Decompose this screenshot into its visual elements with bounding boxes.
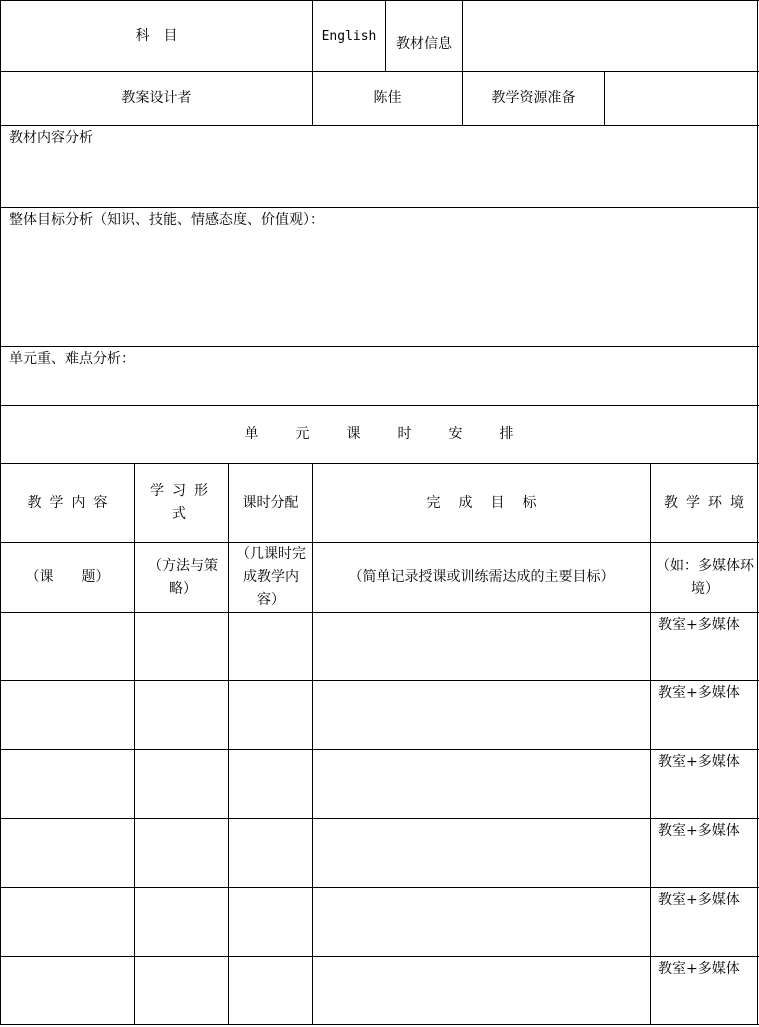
rule (0, 956, 759, 957)
subject-value: English (321, 28, 377, 44)
rule (134, 463, 135, 1025)
rule (0, 887, 759, 888)
rule (0, 346, 759, 347)
column-header-goal: 完成目标 (426, 494, 555, 511)
resources-label: 教学资源准备 (491, 90, 576, 106)
rule (0, 125, 759, 126)
row-env-cell[interactable]: 教室+多媒体 (658, 892, 740, 908)
column-note-form: （方法与策略） (148, 557, 218, 597)
column-note-goal: （简单记录授课或训练需达成的主要目标） (348, 569, 615, 585)
column-note-hours: （几课时完成教学内容） (236, 546, 306, 608)
row-env-cell[interactable]: 教室+多媒体 (658, 685, 740, 701)
schedule-title: 单元课时安排 (244, 426, 551, 442)
column-header-form: 学习形式 (150, 483, 216, 522)
column-header-content: 教学内容 (27, 494, 116, 511)
column-header-env: 教学环境 (664, 494, 752, 511)
overall-goals-heading: 整体目标分析（知识、技能、情感态度、价值观）： (9, 212, 324, 228)
row-env-cell[interactable]: 教室+多媒体 (658, 617, 740, 633)
material-analysis-heading: 教材内容分析 (9, 130, 93, 146)
column-note-env: （如：多媒体环境） (656, 557, 754, 597)
rule (0, 749, 759, 750)
rule (0, 680, 759, 681)
material-info-label: 教材信息 (396, 35, 452, 52)
row-env-cell[interactable]: 教室+多媒体 (658, 823, 740, 839)
rule (0, 207, 759, 208)
material-info-value (463, 1, 757, 71)
rule (650, 463, 651, 1025)
resources-value (605, 72, 757, 125)
column-note-content: （课 题） (25, 569, 110, 585)
row-env-cell[interactable]: 教室+多媒体 (658, 961, 740, 977)
rule (385, 0, 386, 72)
rule (0, 818, 759, 819)
row-env-cell[interactable]: 教室+多媒体 (658, 754, 740, 770)
rule (0, 1024, 759, 1025)
rule (0, 612, 759, 613)
rule (757, 0, 758, 1025)
designer-label: 教案设计者 (121, 90, 192, 106)
rule (228, 463, 229, 1025)
subject-label: 科 目 (135, 27, 178, 44)
designer-value: 陈佳 (373, 90, 402, 106)
key-points-heading: 单元重、难点分析： (9, 351, 135, 367)
column-header-hours: 课时分配 (242, 494, 299, 511)
